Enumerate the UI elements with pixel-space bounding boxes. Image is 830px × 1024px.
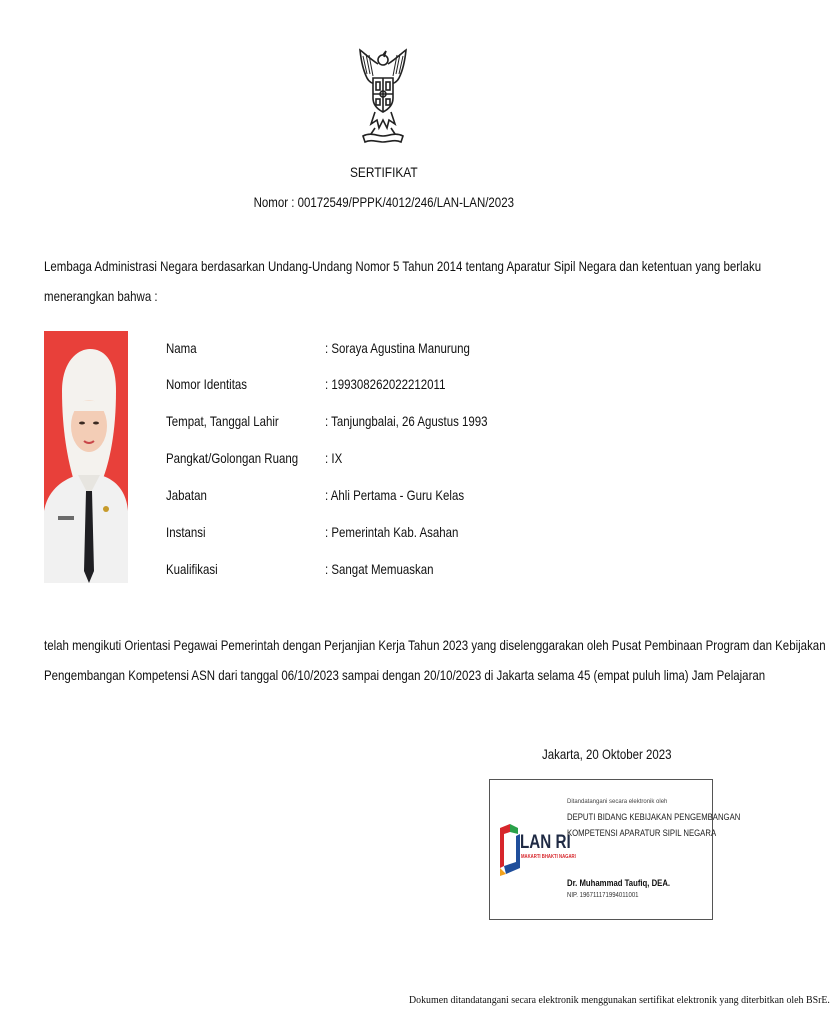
intro-paragraph — [44, 251, 762, 311]
field-value-kualifikasi: : Sangat Memuaskan — [325, 561, 434, 577]
field-value-tempat-tanggal-lahir: : Tanjungbalai, 26 Agustus 1993 — [325, 413, 488, 429]
field-label-pangkat: Pangkat/Golongan Ruang — [166, 450, 299, 466]
training-paragraph — [44, 630, 826, 690]
certificate-title: SERTIFIKAT — [350, 164, 418, 180]
signer-position-line-2: KOMPETENSI APARATUR SIPIL NEGARA — [567, 828, 717, 838]
field-label-jabatan: Jabatan — [166, 487, 207, 503]
field-label-nama: Nama — [166, 340, 197, 356]
lan-ri-tagline: MAKARTI BHAKTI NAGARI — [521, 854, 576, 860]
field-label-tempat-tanggal-lahir: Tempat, Tanggal Lahir — [166, 413, 279, 429]
training-line-1: telah mengikuti Orientasi Pegawai Pemerintah dengan Perjanjian Kerja Tahun 2023 yang diselenggarakan oleh Pusat Pembinaan Program dan Kebijakan — [44, 637, 826, 653]
certificate-number: Nomor : 00172549/PPPK/4012/246/LAN-LAN/2023 — [253, 194, 515, 210]
training-line-2: Pengembangan Kompetensi ASN dari tanggal 06/10/2023 sampai dengan 20/10/2023 di Jakarta selama 45 (empat puluh lima) Jam Pelajaran — [44, 667, 766, 683]
field-value-nama: : Soraya Agustina Manurung — [325, 340, 470, 356]
field-value-nomor-identitas: : 199308262022212011 — [325, 376, 446, 392]
electronic-signature-box — [489, 779, 741, 920]
field-label-instansi: Instansi — [166, 524, 206, 540]
field-value-pangkat: : IX — [325, 450, 343, 466]
intro-line-1: Lembaga Administrasi Negara berdasarkan Undang-Undang Nomor 5 Tahun 2014 tentang Aparatur Sipil Negara dan ketentuan yang berlaku — [44, 258, 762, 274]
lan-ri-logo-icon — [496, 822, 522, 878]
field-value-jabatan: : Ahli Pertama - Guru Kelas — [325, 487, 465, 503]
signer-position-line-1: DEPUTI BIDANG KEBIJAKAN PENGEMBANGAN — [567, 812, 741, 822]
footer-note: Dokumen ditandatangani secara elektronik menggunakan sertifikat elektronik yang diterbitkan oleh BSrE. — [409, 994, 830, 1006]
field-value-instansi: : Pemerintah Kab. Asahan — [325, 524, 459, 540]
field-label-nomor-identitas: Nomor Identitas — [166, 376, 248, 392]
signer-nip: NIP. 196711171994011001 — [567, 892, 639, 899]
lan-ri-logo-text: LAN RI — [520, 832, 571, 853]
intro-line-2: menerangkan bahwa : — [44, 288, 158, 304]
participant-photo — [44, 331, 128, 583]
signer-name: Dr. Muhammad Taufiq, DEA. — [567, 878, 671, 888]
place-date: Jakarta, 20 Oktober 2023 — [542, 746, 672, 762]
signed-note: Ditandatangani secara elektronik oleh — [567, 799, 668, 805]
garuda-emblem-icon — [357, 48, 409, 152]
field-label-kualifikasi: Kualifikasi — [166, 561, 218, 577]
